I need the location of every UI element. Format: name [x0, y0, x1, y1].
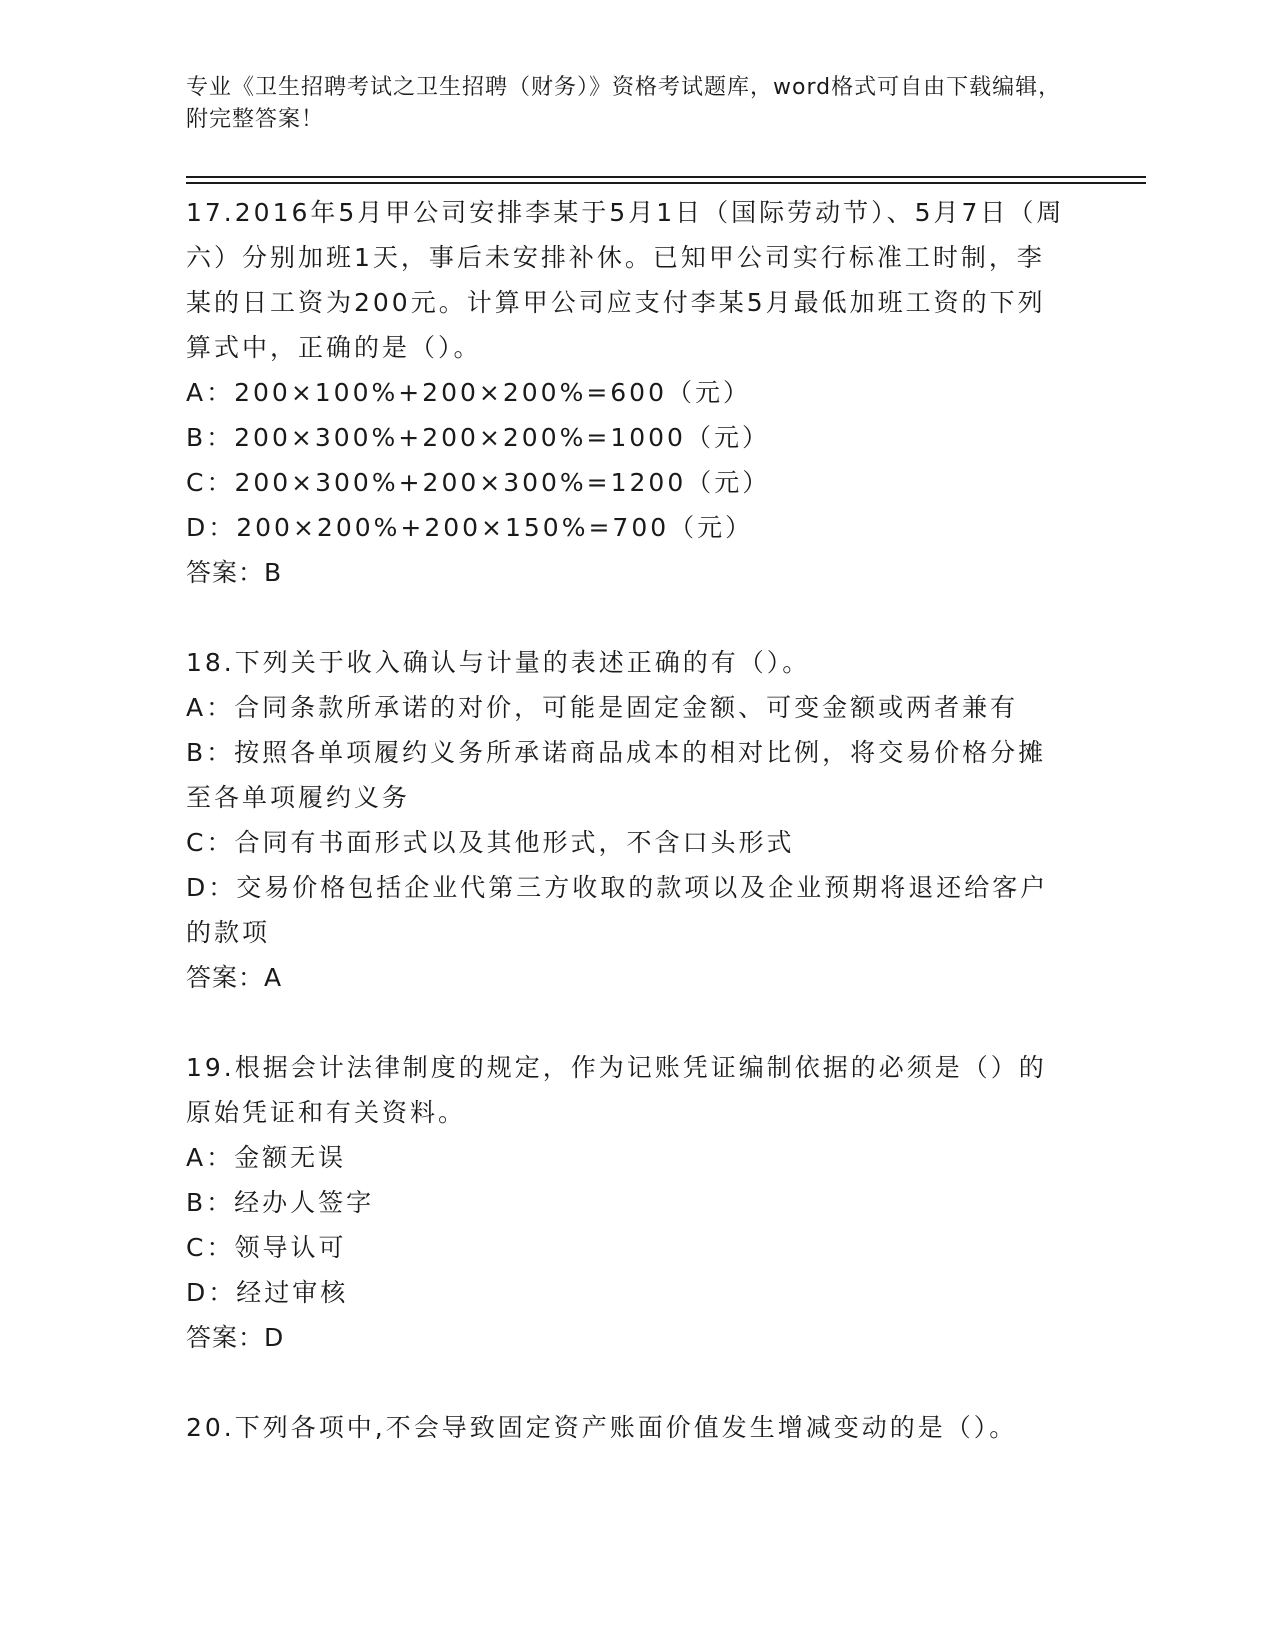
option-d: D：经过审核: [186, 1278, 349, 1307]
question-19: [186, 1045, 1066, 1360]
question-text: 17.2016年5月甲公司安排李某于5月1日（国际劳动节）、5月7日（周六）分别加班1天，事后未安排补休。已知甲公司实行标准工时制，李某的日工资为200元。计算甲公司应支付李某5月最低加班工资的下列算式中，正确的是（）。: [186, 198, 1065, 362]
option-b: B：经办人签字: [186, 1188, 375, 1217]
option-c: C：合同有书面形式以及其他形式，不含口头形式: [186, 828, 795, 857]
option-b: B：按照各单项履约义务所承诺商品成本的相对比例，将交易价格分摊至各单项履约义务: [186, 738, 1047, 812]
option-a: A：合同条款所承诺的对价，可能是固定金额、可变金额或两者兼有: [186, 693, 1019, 722]
option-b: B：200×300%+200×200%=1000（元）: [186, 423, 770, 452]
question-text: 20.下列各项中,不会导致固定资产账面价值发生增减变动的是（）。: [186, 1413, 1018, 1442]
question-list: [186, 190, 1066, 1450]
question-text: 19.根据会计法律制度的规定，作为记账凭证编制依据的必须是（）的原始凭证和有关资料。: [186, 1053, 1047, 1127]
question-spacer: [186, 1000, 1066, 1045]
option-c: C：200×300%+200×300%=1200（元）: [186, 468, 771, 497]
answer-label: 答案：A: [186, 963, 283, 992]
question-20: [186, 1405, 1066, 1450]
option-d: D：200×200%+200×150%=700（元）: [186, 513, 754, 542]
question-18: [186, 640, 1066, 1000]
answer-label: 答案：D: [186, 1323, 285, 1352]
option-c: C：领导认可: [186, 1233, 347, 1262]
document-header: 专业《卫生招聘考试之卫生招聘（财务）》资格考试题库，word格式可自由下载编辑，附完整答案！: [186, 75, 1062, 132]
answer-label: 答案：B: [186, 558, 283, 587]
question-text: 18.下列关于收入确认与计量的表述正确的有（）。: [186, 648, 811, 677]
header-divider-top: [186, 176, 1146, 178]
question-17: [186, 190, 1066, 595]
option-a: A：金额无误: [186, 1143, 347, 1172]
header-divider-bottom: [186, 182, 1146, 184]
option-d: D：交易价格包括企业代第三方收取的款项以及企业预期将退还给客户的款项: [186, 873, 1049, 947]
question-spacer: [186, 595, 1066, 640]
option-a: A：200×100%+200×200%=600（元）: [186, 378, 751, 407]
question-spacer: [186, 1360, 1066, 1405]
